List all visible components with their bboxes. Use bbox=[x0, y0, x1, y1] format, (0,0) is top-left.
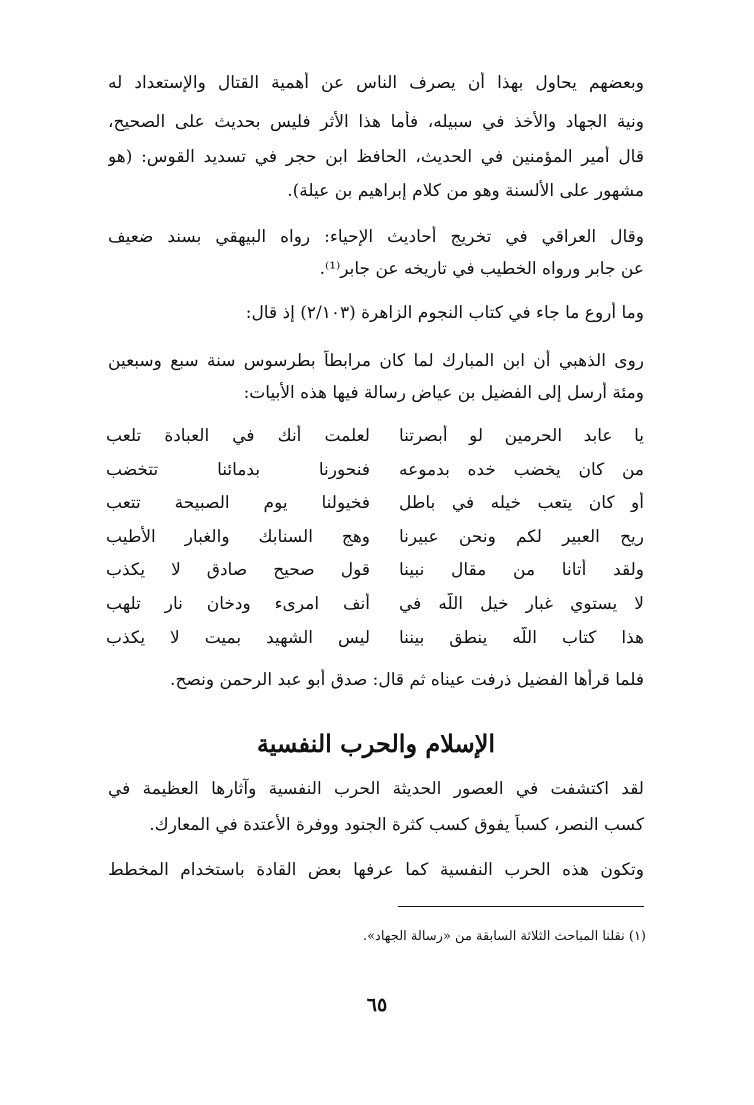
poem-verse-first-half: أو كان يتعب خيله في باطل bbox=[399, 493, 644, 513]
body-line: وما أروع ما جاء في كتاب النجوم الزاهرة (٢/١٠٣) إذ قال: bbox=[245, 303, 644, 323]
body-line: مشهور على الألسنة وهو من كلام إبراهيم بن عيلة). bbox=[287, 181, 644, 201]
body-line: ومئة أرسل إلى الفضيل بن عياض رسالة فيها هذه الأبيات: bbox=[243, 383, 644, 403]
body-line: لقد اكتشفت في العصور الحديثة الحرب النفسية وآثارها العظيمة في bbox=[108, 779, 644, 799]
poem-verse-first-half: ولقد أتانا من مقال نبينا bbox=[399, 560, 644, 580]
footnote: (١) نقلنا المباحث الثلاثة السابقة من «رسالة الجهاد». bbox=[362, 929, 646, 944]
poem-verse-second-half: قول صحيح صادق لا يكذب bbox=[106, 560, 370, 580]
poem-verse-first-half: هذا كتاب اللّه ينطق بيننا bbox=[399, 628, 644, 648]
poem-verse-second-half: ليس الشهيد بميت لا يكذب bbox=[106, 628, 370, 648]
body-line: وقال العراقي في تخريج أحاديث الإحياء: رواه البيهقي بسند ضعيف bbox=[108, 227, 644, 247]
body-line: وبعضهم يحاول بهذا أن يصرف الناس عن أهمية القتال والإستعداد له bbox=[108, 73, 644, 93]
body-line: كسب النصر، كسباً يفوق كسب كثرة الجنود ووفرة الأعتدة في المعارك. bbox=[149, 815, 644, 835]
poem-verse-second-half: أنف امرىء ودخان نار تلهب bbox=[106, 594, 370, 614]
poem-verse-first-half: يا عابد الحرمين لو أبصرتنا bbox=[399, 426, 644, 446]
body-line: روى الذهبي أن ابن المبارك لما كان مرابطاً بطرسوس سنة سبع وسبعين bbox=[108, 351, 644, 371]
poem-verse-second-half: فخيولنا يوم الصبيحة تتعب bbox=[106, 493, 370, 513]
poem-verse-second-half: فنحورنا بدمائنا تتخضب bbox=[106, 460, 370, 480]
poem-verse-first-half: من كان يخضب خده بدموعه bbox=[399, 460, 644, 480]
poem-verse-second-half: لعلمت أنك في العبادة تلعب bbox=[106, 426, 370, 446]
body-line: ونية الجهاد والأخذ في سبيله، فأما هذا الأثر فليس بحديث على الصحيح، bbox=[108, 112, 644, 132]
poem-verse-first-half: لا يستوي غبار خيل اللّه في bbox=[399, 594, 644, 614]
body-line: عن جابر ورواه الخطيب في تاريخه عن جابر⁽¹⁾. bbox=[319, 259, 644, 279]
body-line: فلما قرأها الفضيل ذرفت عيناه ثم قال: صدق أبو عبد الرحمن ونصح. bbox=[170, 670, 644, 690]
poem-verse-second-half: وهج السنابك والغبار الأطيب bbox=[106, 527, 370, 547]
footnote-separator bbox=[398, 906, 644, 907]
body-line: وتكون هذه الحرب النفسية كما عرفها بعض القادة باستخدام المخطط bbox=[108, 860, 644, 880]
page-number: ٦٥ bbox=[366, 994, 388, 1016]
section-heading: الإسلام والحرب النفسية bbox=[256, 729, 496, 758]
poem-verse-first-half: ريح العبير لكم ونحن عبيرنا bbox=[399, 527, 644, 547]
body-line: قال أمير المؤمنين في الحديث، الحافظ ابن حجر في تسديد القوس: (هو bbox=[108, 147, 644, 167]
